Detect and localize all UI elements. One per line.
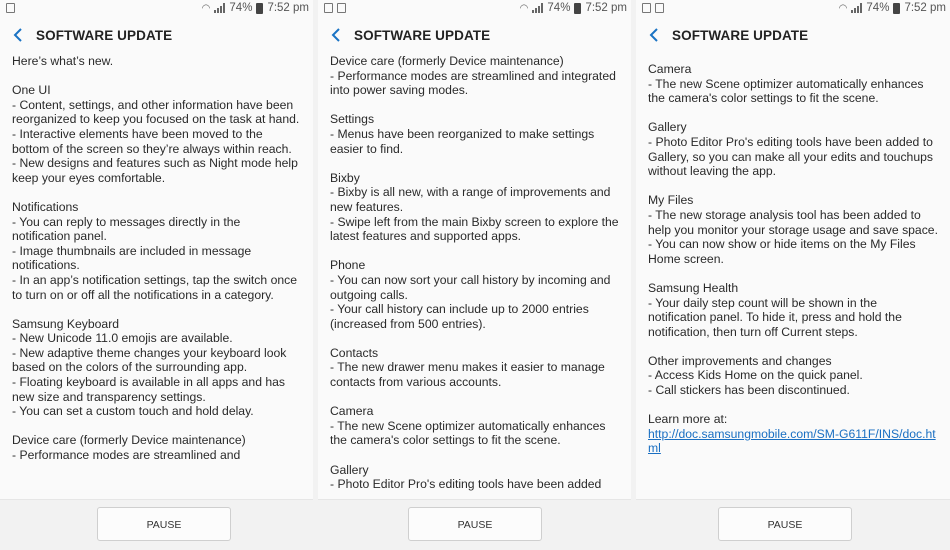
battery-percent: 74% [229, 2, 253, 14]
note-line: - Performance modes are streamlined and integrated into power saving modes. [330, 68, 616, 98]
note-section [330, 463, 619, 492]
note-line: - You can now show or hide items on the My Files Home screen. [648, 237, 916, 266]
signal-icon [532, 3, 543, 13]
pause-button[interactable]: PAUSE [718, 507, 852, 541]
page-title: SOFTWARE UPDATE [672, 27, 809, 43]
page-title: SOFTWARE UPDATE [354, 27, 491, 43]
release-notes [636, 62, 950, 482]
signal-icon [214, 3, 225, 13]
note-line: - Menus have been reorganized to make settings easier to find. [330, 126, 595, 156]
footer-bar [636, 499, 950, 550]
note-line: - Content, settings, and other information have been reorganized to keep you focused on the task at hand. [12, 97, 300, 127]
section-heading: Contacts [330, 345, 379, 360]
title-bar [318, 20, 631, 50]
note-line: - The new drawer menu makes it easier to manage contacts from various accounts. [330, 360, 605, 390]
note-section [330, 171, 619, 244]
back-icon[interactable] [318, 20, 354, 50]
note-section [648, 120, 938, 178]
back-icon[interactable] [636, 20, 672, 50]
status-bar [318, 0, 631, 20]
note-line: - The new Scene optimizer automatically enhances the camera's color settings to fit the scene. [648, 76, 924, 106]
note-line: - Photo Editor Pro's editing tools have been added [330, 477, 602, 492]
note-section [648, 193, 938, 266]
section-heading: Settings [330, 112, 375, 127]
update-screen-1 [0, 0, 313, 550]
title-bar [636, 20, 950, 50]
section-heading: Samsung Keyboard [12, 316, 120, 331]
note-section [330, 404, 619, 448]
note-section [12, 200, 301, 302]
battery-icon [256, 3, 263, 14]
clock: 7:52 pm [585, 2, 627, 14]
section-heading: Camera [648, 62, 692, 76]
note-section [648, 62, 938, 106]
clock: 7:52 pm [904, 2, 946, 14]
note-line: - You can reply to messages directly in the notification panel. [12, 214, 241, 244]
footer-bar [318, 499, 631, 550]
note-section [330, 54, 619, 98]
section-heading: Gallery [330, 462, 369, 477]
note-line: - You can set a custom touch and hold delay. [12, 404, 254, 419]
section-heading: Learn more at: [648, 412, 728, 427]
section-heading: One UI [12, 83, 51, 98]
note-section [330, 346, 619, 390]
section-heading: Device care (formerly Device maintenance) [12, 433, 246, 448]
battery-icon [574, 3, 581, 14]
note-section [12, 433, 301, 462]
wifi-icon: ◠ [838, 2, 848, 14]
pause-button[interactable]: PAUSE [97, 507, 231, 541]
note-section [648, 412, 938, 456]
note-line: - New Unicode 11.0 emojis are available. [12, 331, 233, 346]
note-line: - The new Scene optimizer automatically enhances the camera's color settings to fit the scene. [330, 418, 606, 448]
image-notification-icon [642, 3, 651, 13]
note-line: - Your call history can include up to 2000 entries (increased from 500 entries). [330, 302, 589, 331]
section-heading: Camera [330, 404, 374, 419]
release-notes [318, 54, 631, 500]
release-notes [0, 54, 313, 500]
note-line: - Image thumbnails are included in message notifications. [12, 243, 252, 273]
notification-icon [6, 3, 15, 13]
note-line: - Performance modes are streamlined and [12, 448, 241, 463]
section-heading: Here’s what’s new. [12, 54, 114, 68]
note-line: - New designs and features such as Night mode help keep your eyes comfortable. [12, 156, 298, 185]
note-section [648, 281, 938, 339]
note-section [12, 54, 301, 69]
note-line: - Interactive elements have been moved to the bottom of the screen so they’re always within reach. [12, 126, 292, 156]
battery-percent: 74% [866, 2, 890, 14]
note-line: - Your daily step count will be shown in the notification panel. To hide it, press and hold the notification, then turn off Current steps. [648, 295, 902, 339]
section-heading: Samsung Health [648, 280, 739, 295]
note-line: - Swipe left from the main Bixby screen to explore the latest features and supported apps. [330, 214, 619, 244]
image-notification-icon [324, 3, 333, 13]
status-bar [636, 0, 950, 20]
section-heading: Bixby [330, 170, 360, 185]
note-section [648, 354, 938, 398]
signal-icon [851, 3, 862, 13]
note-section [330, 112, 619, 156]
status-bar [0, 0, 313, 20]
section-heading: Notifications [12, 199, 79, 214]
pause-button[interactable]: PAUSE [408, 507, 542, 541]
back-icon[interactable] [0, 20, 36, 50]
learn-more-link[interactable]: http://doc.samsungmobile.com/SM-G611F/INS/doc.html [648, 426, 936, 456]
section-heading: Device care (formerly Device maintenance) [330, 54, 564, 68]
clock: 7:52 pm [267, 2, 309, 14]
note-line: - New adaptive theme changes your keyboard look based on the colors of the surrounding app. [12, 345, 287, 375]
update-screen-3 [636, 0, 950, 550]
wifi-icon: ◠ [519, 2, 529, 14]
note-section [12, 317, 301, 419]
section-heading: Phone [330, 258, 366, 273]
note-line: - In an app’s notification settings, tap the switch once to turn on or off all the notifications in a category. [12, 272, 297, 302]
title-bar [0, 20, 313, 50]
note-line: - Photo Editor Pro's editing tools have been added to Gallery, so you can make all your edits and touchups without leaving the app. [648, 134, 933, 179]
notification-icon [337, 3, 346, 13]
note-line: - Call stickers has been discontinued. [648, 383, 850, 398]
battery-icon [893, 3, 900, 14]
page-title: SOFTWARE UPDATE [36, 27, 173, 43]
update-screen-2 [318, 0, 631, 550]
note-section [330, 258, 619, 331]
note-section [12, 83, 301, 185]
note-line: - Bixby is all new, with a range of improvements and new features. [330, 185, 611, 214]
battery-percent: 74% [547, 2, 571, 14]
section-heading: Gallery [648, 120, 687, 135]
wifi-icon: ◠ [201, 2, 211, 14]
note-line: - Floating keyboard is available in all apps and has new size and transparency settings. [12, 375, 286, 404]
notification-icon [655, 3, 664, 13]
section-heading: Other improvements and changes [648, 353, 832, 368]
note-line: - You can now sort your call history by incoming and outgoing calls. [330, 272, 611, 302]
note-line: - Access Kids Home on the quick panel. [648, 368, 863, 383]
section-heading: My Files [648, 193, 694, 208]
note-line: - The new storage analysis tool has been added to help you monitor your storage usage and save space. [648, 207, 938, 237]
footer-bar [0, 499, 313, 550]
